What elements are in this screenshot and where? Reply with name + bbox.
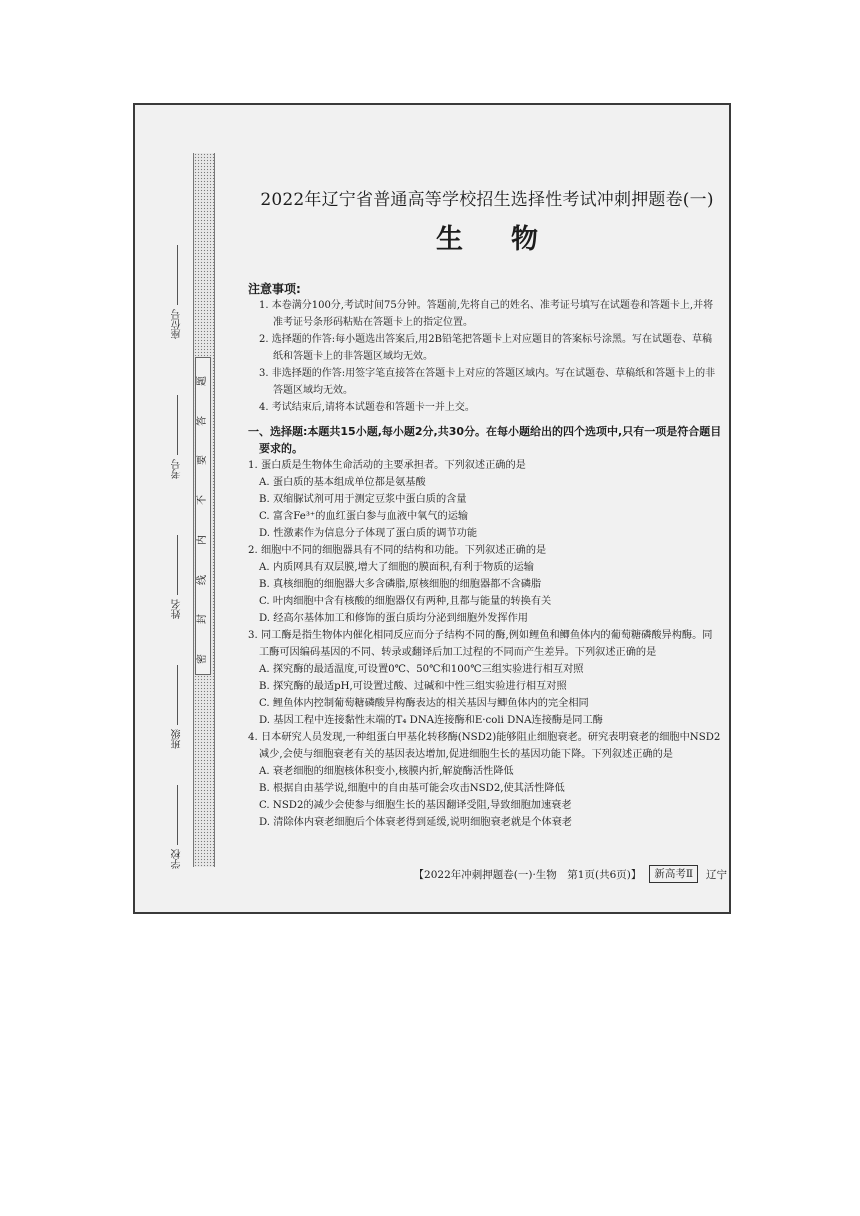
seal-char: 密 [197,653,208,664]
seal-char: 封 [197,614,208,625]
notice-list [259,297,719,416]
school-field [167,785,187,873]
option: C. 叶肉细胞中含有核酸的细胞器仅有两种,且都与能量的转换有关 [259,596,552,607]
option: A. 内质网具有双层膜,增大了细胞的膜面积,有利于物质的运输 [259,562,534,573]
notice-item: 4. 考试结束后,请将本试题卷和答题卡一并上交。 [259,402,475,413]
question [248,729,722,831]
option: D. 清除体内衰老细胞后个体衰老得到延缓,说明细胞衰老就是个体衰老 [259,817,572,828]
region-label: 辽宁 [706,868,727,881]
school-label: 学校 [171,849,183,869]
seat-number-field [167,245,187,343]
notice-heading: 注意事项: [248,282,301,296]
option: A. 蛋白质的基本组成单位都是氨基酸 [259,477,426,488]
question-stem: 1. 蛋白质是生物体生命活动的主要承担者。下列叙述正确的是 [248,460,526,471]
notice-item: 2. 选择题的作答:每小题选出答案后,用2B铅笔把答题卡上对应题目的答案标号涂黑。写在试题卷、草稿纸和答题卡上的非答题区域均无效。 [259,334,712,362]
name-label: 姓名 [171,599,183,619]
seal-char: 不 [197,495,208,506]
name-field [167,535,187,623]
option: D. 性激素作为信息分子体现了蛋白质的调节功能 [259,528,478,539]
notice-item: 1. 本卷满分100分,考试时间75分钟。答题前,先将自己的姓名、准考证号填写在试题卷和答题卡上,并将准考证号条形码粘贴在答题卡上的指定位置。 [259,300,714,328]
page-footer [343,865,727,883]
exam-type-tag: 新高考Ⅱ [649,865,698,883]
question [248,457,722,542]
exam-number-label: 考号 [171,459,183,479]
seal-char: 线 [197,574,208,585]
seal-char: 题 [197,376,208,386]
option: B. 真核细胞的细胞器大多含磷脂,原核细胞的细胞器都不含磷脂 [259,579,542,590]
option: C. 鲤鱼体内控制葡萄糖磷酸异构酶表达的相关基因与鲫鱼体内的完全相同 [259,698,589,709]
seal-char: 要 [197,455,208,466]
seal-char: 答 [197,415,208,426]
question-list [248,457,722,831]
class-field [167,665,187,753]
option: A. 探究酶的最适温度,可设置0℃、50℃和100℃三组实验进行相互对照 [259,664,584,675]
class-label: 班级 [171,729,183,749]
subject-title: 生物 [436,224,586,255]
seat-number-label: 座位号 [171,309,183,339]
option: D. 基因工程中连接黏性末端的T₄ DNA连接酶和E·coli DNA连接酶是同工酶 [259,715,603,726]
option: C. 富含Fe³⁺的血红蛋白参与血液中氧气的运输 [259,511,469,522]
option: A. 衰老细胞的细胞核体积变小,核膜内折,解旋酶活性降低 [259,766,514,777]
seal-char: 内 [197,534,208,545]
option: D. 经高尔基体加工和修饰的蛋白质均分泌到细胞外发挥作用 [259,613,528,624]
exam-title: 2022年辽宁省普通高等学校招生选择性考试冲刺押题卷(一) [260,190,714,210]
question-stem: 2. 细胞中不同的细胞器具有不同的结构和功能。下列叙述正确的是 [248,545,547,556]
option: B. 双缩脲试剂可用于测定豆浆中蛋白质的含量 [259,494,467,505]
question [248,542,722,627]
seal-line-notice [195,357,211,675]
exam-number-field [167,395,187,483]
option: B. 探究酶的最适pH,可设置过酸、过碱和中性三组实验进行相互对照 [259,681,567,692]
question [248,627,722,729]
question-stem: 3. 同工酶是指生物体内催化相同反应而分子结构不同的酶,例如鲤鱼和鲫鱼体内的葡萄糖磷酸异构酶。同工酶可因编码基因的不同、转录或翻译后加工过程的不同而产生差异。下列叙述正确的是 [248,630,713,658]
option: B. 根据自由基学说,细胞中的自由基可能会攻击NSD2,使其活性降低 [259,783,565,794]
question-stem: 4. 日本研究人员发现,一种组蛋白甲基化转移酶(NSD2)能够阻止细胞衰老。研究表明衰老的细胞中NSD2减少,会使与细胞衰老有关的基因表达增加,促进细胞生长的基因功能下降。下列叙述正确的是 [248,732,721,760]
notice-item: 3. 非选择题的作答:用签字笔直接答在答题卡上对应的答题区域内。写在试题卷、草稿纸和答题卡上的非答题区域均无效。 [259,368,716,396]
section-heading: 一、选择题:本题共15小题,每小题2分,共30分。在每小题给出的四个选项中,只有一项是符合题目要求的。 [248,425,722,455]
exam-sheet [133,103,731,914]
option: C. NSD2的减少会使参与细胞生长的基因翻译受阻,导致细胞加速衰老 [259,800,572,811]
page-info: 【2022年冲刺押题卷(一)·生物 第1页(共6页)】 [413,868,642,881]
binding-fields [167,245,187,869]
